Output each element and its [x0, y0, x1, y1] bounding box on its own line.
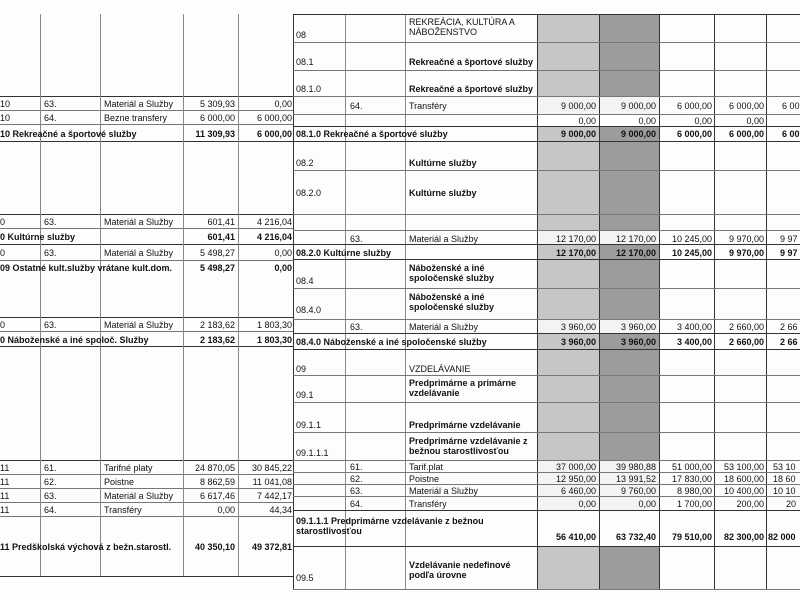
grid-hline: [293, 546, 800, 547]
value-cell: 53 100,00: [723, 462, 764, 472]
item-number: 64.: [44, 113, 57, 123]
grid-hline: [293, 244, 800, 245]
header-name: Predprimárne vzdelávanie: [409, 420, 521, 430]
header-name: Rekreačné a športové služby: [409, 84, 534, 94]
value-cell: 601,41: [207, 232, 235, 242]
grid-hline: [293, 496, 800, 497]
value-cell: 9 000,00: [620, 101, 656, 111]
item-name: Materiál a Služby: [104, 248, 174, 258]
item-number: 62.: [44, 477, 57, 487]
grid-hline: [0, 96, 293, 97]
item-number: 63.: [44, 320, 57, 330]
header-code: 09: [296, 364, 307, 374]
value-cell: 6 460,00: [560, 486, 596, 496]
row-code: 0: [0, 248, 6, 258]
header-name: Predprimárne a primárne vzdelávanie: [409, 378, 517, 398]
row-code: 11: [0, 505, 10, 515]
value-cell: 5 498,27: [199, 263, 235, 273]
grid-hline: [293, 259, 800, 260]
header-code: 09.1: [296, 390, 314, 400]
item-name: Materiál a Služby: [409, 486, 479, 496]
item-name: Tarifné platy: [104, 463, 153, 473]
value-cell: 10 400,00: [723, 486, 764, 496]
value-cell: 12 170,00: [555, 234, 596, 244]
value-cell: 12 950,00: [555, 474, 596, 484]
value-cell: 13 991,52: [615, 474, 656, 484]
subtotal-label: 10 Rekreačné a športové služby: [0, 129, 137, 139]
grid-hline: [293, 70, 800, 71]
value-cell: 11 041,08: [252, 477, 292, 487]
item-name: Materiál a Služby: [409, 322, 479, 332]
grid-hline: [0, 317, 293, 318]
grid-hline: [0, 141, 293, 142]
value-cell: 2 66: [780, 337, 798, 347]
item-name: Transféry: [409, 101, 447, 111]
value-cell: 9 97: [780, 248, 798, 258]
value-cell: 1 803,30: [256, 320, 292, 330]
value-cell: 39 980,88: [615, 462, 656, 472]
item-number: 63.: [350, 234, 363, 244]
grid-hline: [0, 460, 293, 461]
value-cell: 12 170,00: [615, 234, 656, 244]
value-cell: 601,41: [207, 217, 235, 227]
row-code: 11: [0, 463, 10, 473]
grid-hline: [0, 214, 293, 215]
value-cell: 79 510,00: [671, 532, 712, 542]
shade-column-2-lower: [599, 546, 659, 590]
value-cell: 3 400,00: [676, 337, 712, 347]
value-cell: 20: [786, 499, 797, 509]
value-cell: 8 862,59: [199, 477, 235, 487]
value-cell: 0,00: [274, 99, 292, 109]
item-number: 63.: [44, 99, 57, 109]
subtotal-label: 0 Náboženské a iné spoloč. Služby: [0, 335, 149, 345]
value-cell: 0,00: [746, 116, 764, 126]
value-cell: 8 980,00: [676, 486, 712, 496]
value-cell: 2 183,62: [199, 320, 235, 330]
subtotal-label: 09 Ostatné kult.služby vrátane kult.dom.: [0, 263, 173, 273]
item-name: Poistne: [104, 477, 135, 487]
item-number: 63.: [44, 491, 57, 501]
item-name: Materiál a Služby: [104, 217, 174, 227]
grid-hline: [293, 319, 800, 320]
value-cell: 6 000,00: [728, 129, 764, 139]
grid-hline: [293, 42, 800, 43]
grid-hline: [0, 110, 293, 111]
grid-hline: [293, 126, 800, 127]
value-cell: 4 216,04: [256, 232, 292, 242]
grid-vline: [40, 14, 41, 576]
header-code: 08.4.0: [296, 305, 322, 315]
value-cell: 0,00: [694, 116, 712, 126]
value-cell: 0,00: [578, 499, 596, 509]
grid-hline: [293, 432, 800, 433]
header-code: 09.1.1: [296, 420, 322, 430]
grid-hline: [0, 244, 293, 245]
value-cell: 6 00: [782, 129, 800, 139]
value-cell: 12 170,00: [555, 248, 596, 258]
grid-hline: [293, 288, 800, 289]
grid-hline: [293, 14, 800, 15]
grid-hline: [293, 333, 800, 334]
value-cell: 10 245,00: [671, 234, 712, 244]
value-cell: 0,00: [638, 499, 656, 509]
value-cell: 5 309,93: [199, 99, 235, 109]
row-code: 11: [0, 491, 10, 501]
value-cell: 1 700,00: [676, 499, 712, 509]
value-cell: 11 309,93: [195, 129, 235, 139]
value-cell: 18 600,00: [723, 474, 764, 484]
value-cell: 6 617,46: [199, 491, 235, 501]
value-cell: 200,00: [736, 499, 764, 509]
value-cell: 4 216,04: [256, 217, 292, 227]
item-name: Poistne: [409, 474, 440, 484]
value-cell: 17 830,00: [671, 474, 712, 484]
item-name: Materiál a Služby: [104, 99, 174, 109]
value-cell: 10 10: [773, 486, 796, 496]
item-number: 64.: [350, 101, 363, 111]
value-cell: 9 000,00: [620, 129, 656, 139]
value-cell: 44,34: [269, 505, 292, 515]
value-cell: 53 10: [773, 462, 796, 472]
grid-hline: [293, 375, 800, 376]
value-cell: 6 000,00: [676, 101, 712, 111]
grid-hline: [0, 124, 293, 125]
header-name: VZDELÁVANIE: [409, 364, 471, 374]
item-name: Transféry: [104, 505, 142, 515]
grid-hline: [293, 230, 800, 231]
value-cell: 2 660,00: [728, 337, 764, 347]
header-code: 08.2.0: [296, 188, 322, 198]
value-cell: 7 442,17: [256, 491, 292, 501]
item-name: Materiál a Služby: [104, 491, 174, 501]
value-cell: 30 845,22: [251, 463, 292, 473]
grid-vline: [766, 14, 767, 590]
grid-hline: [293, 460, 800, 461]
subtotal-label: 0 Kultúrne služby: [0, 232, 76, 242]
header-name: REKREÁCIA, KULTÚRA A NÁBOŽENSTVO: [409, 17, 515, 37]
header-code: 08.2: [296, 158, 314, 168]
value-cell: 3 960,00: [560, 337, 596, 347]
value-cell: 56 410,00: [555, 532, 596, 542]
grid-hline: [0, 331, 293, 332]
value-cell: 0,00: [638, 116, 656, 126]
grid-hline: [293, 170, 800, 171]
header-name: Vzdelávanie nedefinové podľa úrovne: [409, 560, 511, 580]
value-cell: 18 60: [773, 474, 796, 484]
value-cell: 9 760,00: [620, 486, 656, 496]
row-code: 11: [0, 477, 10, 487]
value-cell: 0,00: [578, 116, 596, 126]
header-code: 08: [296, 30, 307, 40]
grid-hline: [0, 474, 293, 475]
row-code: 0: [0, 217, 6, 227]
grid-hline: [293, 484, 800, 485]
item-name: Tarif.plat: [409, 462, 444, 472]
header-name: Predprimárne vzdelávanie z bežnou starostlivosťou: [409, 436, 528, 456]
value-cell: 12 170,00: [615, 248, 656, 258]
grid-hline: [293, 349, 800, 350]
item-name: Transféry: [409, 499, 447, 509]
value-cell: 3 960,00: [620, 337, 656, 347]
grid-hline: [293, 472, 800, 473]
value-cell: 37 000,00: [555, 462, 596, 472]
header-name: Náboženské a iné spoločenské služby: [409, 292, 495, 312]
grid-hline: [0, 502, 293, 503]
grid-hline: [0, 516, 293, 517]
header-name: Kultúrne služby: [409, 188, 477, 198]
header-code: 09.5: [296, 573, 314, 583]
value-cell: 3 960,00: [620, 322, 656, 332]
subtotal-label: 09.1.1.1 Predprimárne vzdelávanie z bežnou starostlivosťou: [296, 516, 484, 536]
value-cell: 0,00: [217, 505, 235, 515]
item-name: Materiál a Služby: [409, 234, 479, 244]
value-cell: 9 970,00: [728, 234, 764, 244]
value-cell: 82 000: [768, 532, 796, 542]
value-cell: 2 183,62: [199, 335, 235, 345]
header-name: Náboženské a iné spoločenské služby: [409, 263, 495, 283]
item-number: 63.: [44, 217, 57, 227]
grid-hline: [0, 576, 293, 577]
item-name: Bezne transfery: [104, 113, 168, 123]
grid-hline: [293, 510, 800, 511]
item-number: 61.: [350, 462, 363, 472]
value-cell: 6 000,00: [256, 113, 292, 123]
grid-hline: [293, 96, 800, 97]
row-code: 10: [0, 99, 11, 109]
row-code: 0: [0, 320, 6, 330]
item-name: Materiál a Služby: [104, 320, 174, 330]
subtotal-label: 08.1.0 Rekreačné a športové služby: [296, 129, 448, 139]
subtotal-label: 08.4.0 Náboženské a iné spoločenské služby: [296, 337, 487, 347]
subtotal-label: 08.2.0 Kultúrne služby: [296, 248, 392, 258]
grid-hline: [293, 214, 800, 215]
grid-vline: [345, 14, 346, 590]
grid-hline: [293, 114, 800, 115]
value-cell: 82 300,00: [723, 532, 764, 542]
item-number: 64.: [350, 499, 363, 509]
value-cell: 63 732,40: [615, 532, 656, 542]
value-cell: 6 000,00: [199, 113, 235, 123]
value-cell: 10 245,00: [671, 248, 712, 258]
item-number: 63.: [350, 486, 363, 496]
value-cell: 49 372,81: [251, 542, 292, 552]
shade-column-1-lower: [537, 546, 599, 590]
value-cell: 9 000,00: [560, 101, 596, 111]
header-name: Rekreačné a športové služby: [409, 57, 534, 67]
grid-hline: [0, 488, 293, 489]
header-name: Kultúrne služby: [409, 158, 477, 168]
header-code: 08.1: [296, 57, 314, 67]
item-number: 64.: [44, 505, 57, 515]
subtotal-label: 11 Predškolská výchová z bežn.starostl.: [0, 542, 172, 552]
item-number: 61.: [44, 463, 57, 473]
header-code: 08.4: [296, 276, 314, 286]
grid-vline: [293, 14, 294, 590]
value-cell: 0,00: [274, 263, 292, 273]
value-cell: 5 498,27: [199, 248, 235, 258]
value-cell: 6 000,00: [256, 129, 292, 139]
value-cell: 9 000,00: [560, 129, 596, 139]
grid-hline: [0, 228, 293, 229]
value-cell: 9 97: [780, 234, 798, 244]
value-cell: 24 870,05: [194, 463, 235, 473]
item-number: 63.: [44, 248, 57, 258]
item-number: 63.: [350, 322, 363, 332]
grid-hline: [0, 260, 293, 261]
header-code: 09.1.1.1: [296, 448, 329, 458]
value-cell: 9 970,00: [728, 248, 764, 258]
grid-hline: [0, 346, 293, 347]
value-cell: 51 000,00: [671, 462, 712, 472]
value-cell: 6 000,00: [728, 101, 764, 111]
value-cell: 40 350,10: [194, 542, 235, 552]
value-cell: 1 803,30: [256, 335, 292, 345]
value-cell: 6 00: [782, 101, 800, 111]
row-code: 10: [0, 113, 11, 123]
grid-vline: [405, 14, 406, 590]
value-cell: 6 000,00: [676, 129, 712, 139]
value-cell: 2 660,00: [728, 322, 764, 332]
grid-hline: [293, 141, 800, 142]
value-cell: 3 400,00: [676, 322, 712, 332]
item-number: 62.: [350, 474, 363, 484]
value-cell: 0,00: [274, 248, 292, 258]
grid-hline: [293, 589, 800, 590]
value-cell: 2 66: [780, 322, 798, 332]
header-code: 08.1.0: [296, 84, 322, 94]
grid-vline: [100, 14, 101, 576]
grid-hline: [293, 402, 800, 403]
value-cell: 3 960,00: [560, 322, 596, 332]
